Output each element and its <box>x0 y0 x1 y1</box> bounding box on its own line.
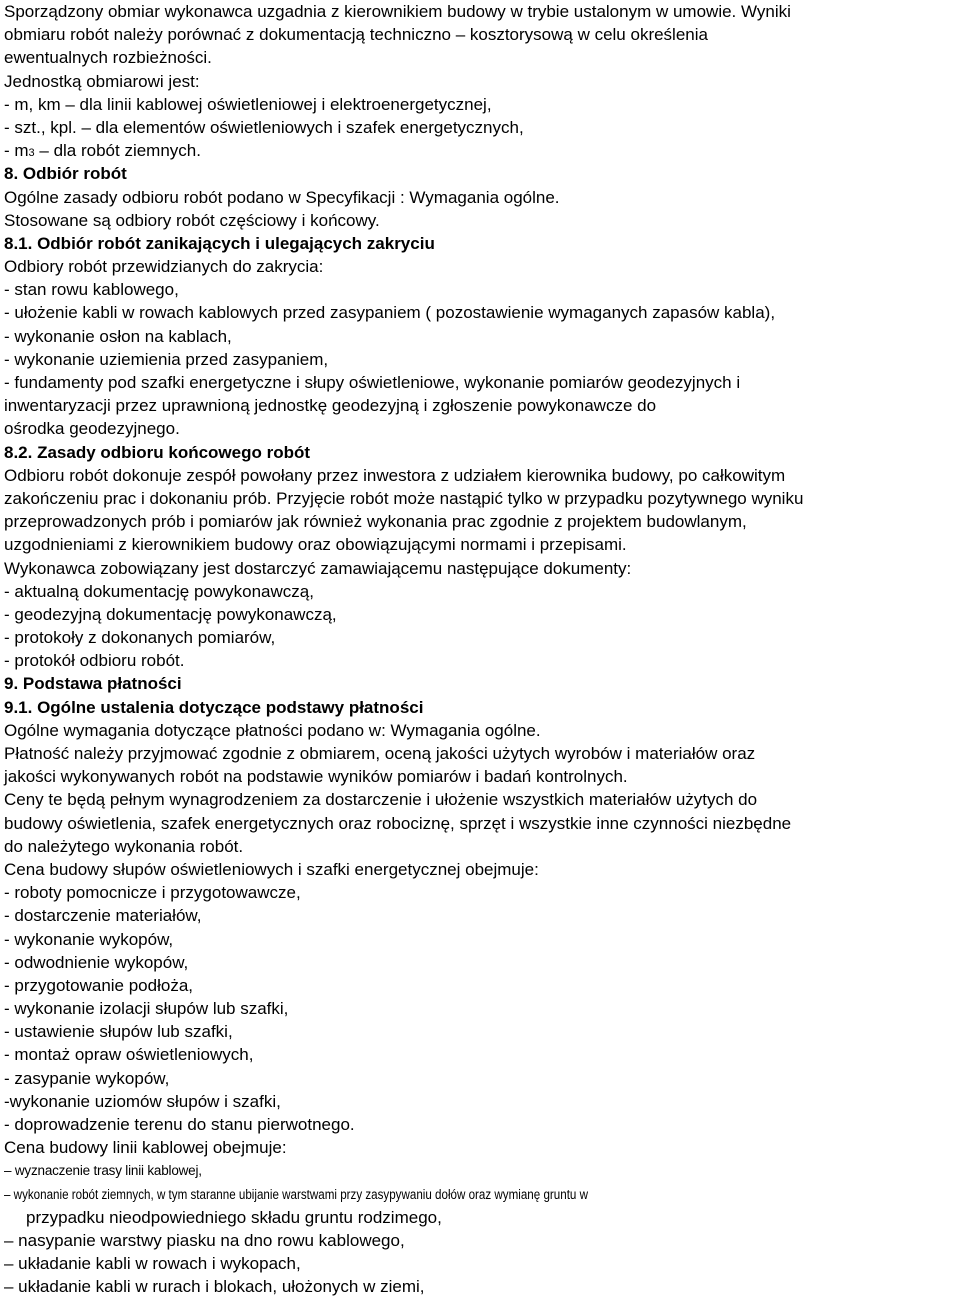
list-item: - geodezyjną dokumentację powykonawczą, <box>4 604 337 624</box>
list-item: - doprowadzenie terenu do stanu pierwotnego. <box>4 1115 355 1134</box>
text-line: zakończeniu prac i dokonaniu prób. Przyjęcie robót może nastąpić tylko w przypadku pozytywnego wyniku <box>4 488 804 508</box>
list-item: -wykonanie uziomów słupów i szafki, <box>4 1091 281 1111</box>
cable-list-item: – nasypanie warstwy piasku na dno rowu kablowego, <box>4 1230 405 1250</box>
section-heading-8-2: 8.2. Zasady odbioru końcowego robót <box>4 442 311 462</box>
text-line: Wykonawca zobowiązany jest dostarczyć zamawiającemu następujące dokumenty: <box>4 558 632 578</box>
list-item: - protokół odbioru robót. <box>4 651 185 671</box>
cable-list-item-small: – wyznaczenie trasy linii kablowej, <box>4 1163 202 1179</box>
m3-suffix: – dla robót ziemnych. <box>34 141 201 161</box>
list-item: - protokoły z dokonanych pomiarów, <box>4 628 276 648</box>
section-heading-9-1: 9.1. Ogólne ustalenia dotyczące podstawy płatności <box>4 697 424 717</box>
list-item: - ustawienie słupów lub szafki, <box>4 1022 233 1042</box>
list-item: - odwodnienie wykopów, <box>4 952 189 972</box>
text-line: Jednostką obmiarowi jest: <box>4 71 200 91</box>
text-line: uzgodnieniami z kierownikiem budowy oraz obowiązującymi normami i przepisami. <box>4 535 627 555</box>
text-line: obmiaru robót należy porównać z dokumentacją techniczno – kosztorysową w celu określenia <box>4 25 708 45</box>
list-item: - wykonanie wykopów, <box>4 929 174 949</box>
text-line: Cena budowy słupów oświetleniowych i szafki energetycznej obejmuje: <box>4 859 539 879</box>
text-line: Odbiory robót przewidzianych do zakrycia: <box>4 257 324 277</box>
document-page <box>4 0 956 1299</box>
text-line: Sporządzony obmiar wykonawca uzgadnia z kierownikiem budowy w trybie ustalonym w umowie. Wyniki <box>4 2 791 21</box>
text-line: Ogólne zasady odbioru robót podano w Specyfikacji : Wymagania ogólne. <box>4 187 560 207</box>
text-line: budowy oświetlenia, szafek energetycznych oraz robociznę, sprzęt i wszystkie inne czynności niezbędne <box>4 813 792 833</box>
list-item-m3 <box>4 139 956 162</box>
text-line: Cena budowy linii kablowej obejmuje: <box>4 1138 287 1158</box>
text-line: Ceny te będą pełnym wynagrodzeniem za dostarczenie i ułożenie wszystkich materiałów użytych do <box>4 790 758 810</box>
cable-list-item-small: – wykonanie robót ziemnych, w tym staranne ubijanie warstwami przy zasypywaniu dołów oraz wymianę gruntu w <box>4 1186 588 1202</box>
text-line: inwentaryzacji przez uprawnioną jednostkę geodezyjną i zgłoszenie powykonawcze do <box>4 396 657 416</box>
text-line: Ogólne wymagania dotyczące płatności podano w: Wymagania ogólne. <box>4 720 541 740</box>
section-heading-8-1: 8.1. Odbiór robót zanikających i ulegających zakryciu <box>4 233 435 253</box>
list-item: - przygotowanie podłoża, <box>4 975 194 995</box>
list-item: - stan rowu kablowego, <box>4 280 179 300</box>
list-item: - wykonanie izolacji słupów lub szafki, <box>4 999 289 1019</box>
cable-list-item: – układanie kabli w rowach i wykopach, <box>4 1254 301 1274</box>
list-item: - montaż opraw oświetleniowych, <box>4 1045 254 1065</box>
list-item: - dostarczenie materiałów, <box>4 906 202 926</box>
section-heading-9: 9. Podstawa płatności <box>4 674 182 694</box>
text-line: przypadku nieodpowiedniego składu gruntu rodzimego, <box>26 1207 442 1227</box>
list-item: - wykonanie osłon na kablach, <box>4 326 232 346</box>
text-line: Odbioru robót dokonuje zespół powołany przez inwestora z udziałem kierownika budowy, po całkowitym <box>4 465 786 485</box>
text-line: do należytego wykonania robót. <box>4 836 244 856</box>
section-heading-8: 8. Odbiór robót <box>4 164 127 184</box>
cable-list-item: – układanie kabli w rurach i blokach, ułożonych w ziemi, <box>4 1277 425 1297</box>
list-item: - m, km – dla linii kablowej oświetleniowej i elektroenergetycznej, <box>4 94 492 114</box>
list-item: - aktualną dokumentację powykonawczą, <box>4 581 314 601</box>
m3-superscript: 3 <box>28 147 35 160</box>
list-item: - roboty pomocnicze i przygotowawcze, <box>4 883 301 903</box>
list-item: - wykonanie uziemienia przed zasypaniem, <box>4 349 329 369</box>
text-line: ośrodka geodezyjnego. <box>4 419 180 439</box>
text-line: Płatność należy przyjmować zgodnie z obmiarem, oceną jakości użytych wyrobów i materiałów oraz <box>4 744 756 763</box>
list-item: - szt., kpl. – dla elementów oświetleniowych i szafek energetycznych, <box>4 117 524 137</box>
text-line: przeprowadzonych prób i pomiarów jak również wykonania prac zgodnie z projektem budowlanym, <box>4 512 747 532</box>
text-line: ewentualnych rozbieżności. <box>4 48 212 68</box>
list-item: - zasypanie wykopów, <box>4 1068 170 1088</box>
text-line: jakości wykonywanych robót na podstawie wyników pomiarów i badań kontrolnych. <box>4 767 628 787</box>
list-item: - fundamenty pod szafki energetyczne i słupy oświetleniowe, wykonanie pomiarów geodezyjnych i <box>4 373 741 392</box>
list-item: - ułożenie kabli w rowach kablowych przed zasypaniem ( pozostawienie wymaganych zapasów kabla), <box>4 303 776 323</box>
m3-prefix: - m <box>4 141 29 161</box>
intro-block <box>4 0 956 162</box>
text-line: Stosowane są odbiory robót częściowy i końcowy. <box>4 210 380 230</box>
